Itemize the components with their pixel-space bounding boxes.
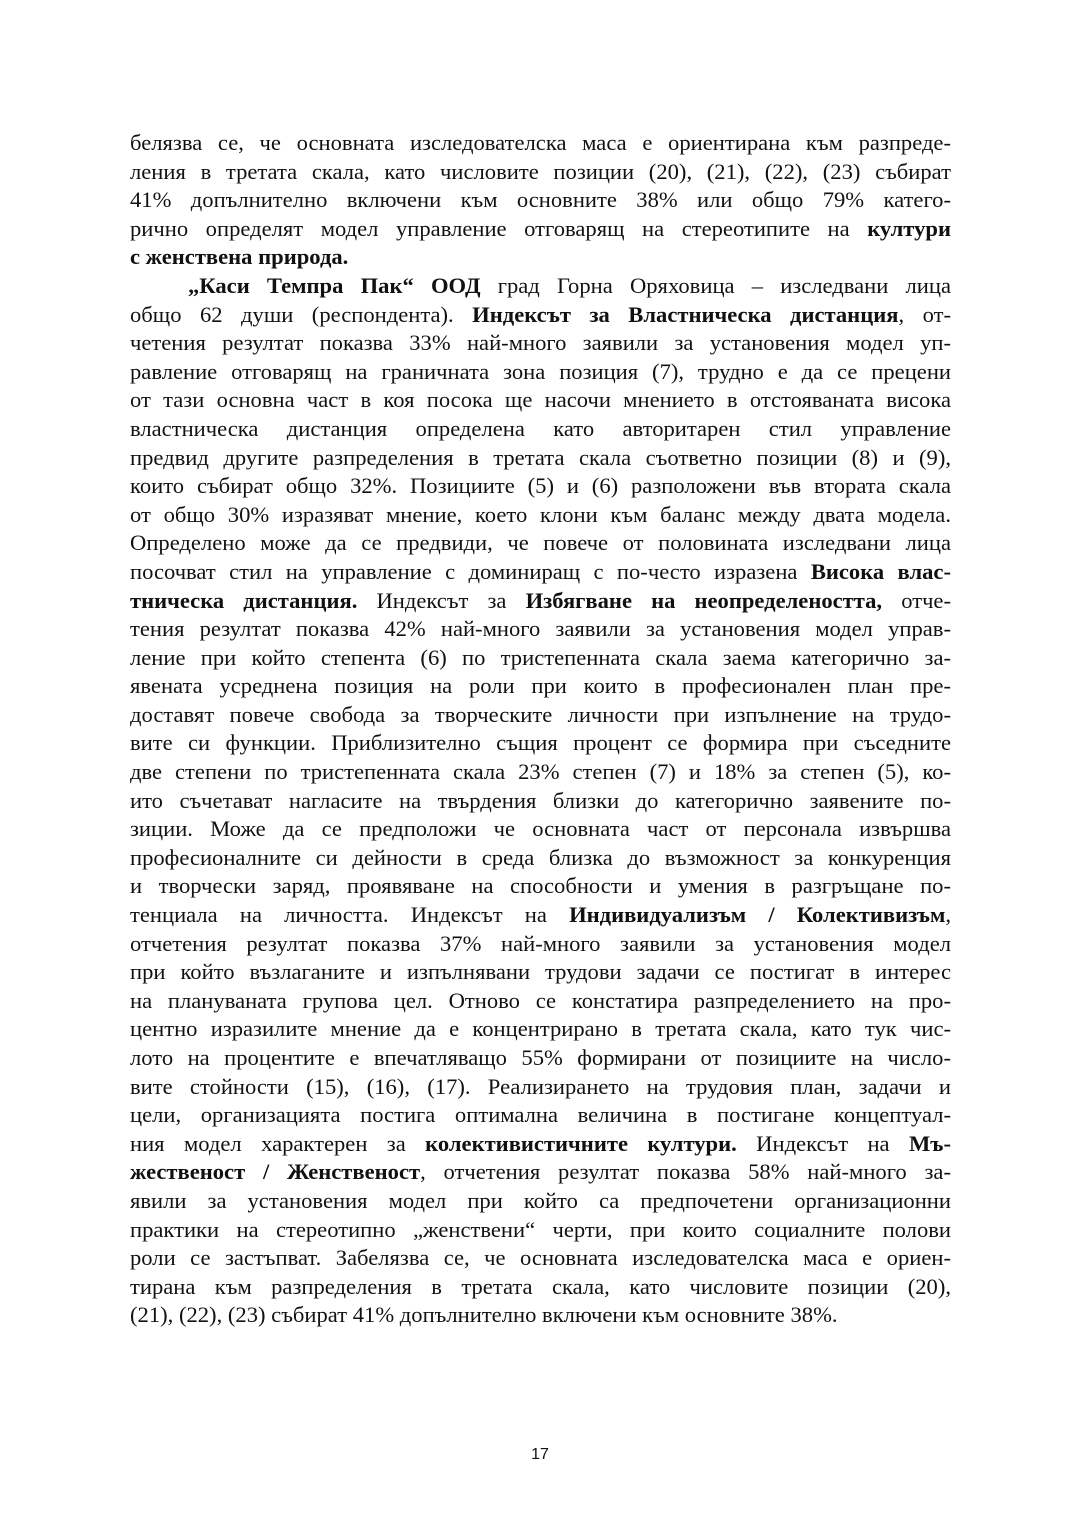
text-run: отчетения резултат показва 37% най-много заявили за установения модел bbox=[130, 930, 951, 956]
text-run: вите стойности (15), (16), (17). Реализирането на трудовия план, задачи и bbox=[130, 1073, 951, 1099]
text-run: тирана към разпределения в третата скала, като числовите позиции (20), bbox=[130, 1273, 951, 1299]
text-run: зиции. Може да се предположи че основната част от персонала извършва bbox=[130, 816, 951, 842]
bold-text-run: Висока влас- bbox=[810, 558, 951, 584]
text-run: (21), (22), (23) събират 41% допълнително включени към основните 38%. bbox=[130, 1302, 838, 1328]
text-run: вите си функции. Приблизително същия процент се формира при съседните bbox=[130, 730, 951, 756]
text-run: , от- bbox=[898, 301, 951, 327]
text-line bbox=[130, 301, 951, 330]
text-line bbox=[130, 1158, 951, 1187]
text-run: град Горна Оряховица – изследвани лица bbox=[480, 272, 952, 298]
text-line bbox=[130, 1301, 951, 1330]
text-line bbox=[130, 1216, 951, 1245]
text-line bbox=[130, 987, 951, 1016]
text-line bbox=[130, 472, 951, 501]
bold-text-run: колективистичните култури. bbox=[425, 1130, 737, 1156]
text-run: лото на процентите е впечатляващо 55% формирани от позициите на число- bbox=[130, 1045, 951, 1070]
text-run: тенциала на личността. Индексът на bbox=[130, 902, 570, 928]
text-run: общо 62 души (респондента). bbox=[130, 301, 473, 327]
text-run: от общо 30% изразяват мнение, което клони към баланс между двата модела. bbox=[130, 501, 951, 527]
text-line bbox=[130, 1187, 951, 1216]
text-run: ито съчетават нагласите на твърдения близки до категорично заявените по- bbox=[130, 787, 951, 813]
text-line bbox=[130, 1273, 951, 1302]
text-run: , отчетения резултат показва 58% най-много за- bbox=[420, 1159, 951, 1185]
text-run: практики на стереотипно „женствени“ черти, при които социалните полови bbox=[130, 1216, 951, 1242]
text-line bbox=[130, 329, 951, 358]
text-line bbox=[130, 501, 951, 530]
text-line bbox=[130, 787, 951, 816]
text-run: цели, организацията постига оптимална величина в постигане концептуал- bbox=[130, 1102, 951, 1128]
text-run: Индексът на bbox=[736, 1130, 909, 1156]
bold-text-run: тническа дистанция. bbox=[130, 587, 358, 613]
text-line bbox=[130, 901, 951, 930]
text-line bbox=[130, 1044, 951, 1073]
text-line bbox=[130, 1244, 951, 1273]
body-text bbox=[130, 129, 951, 1330]
text-line bbox=[130, 415, 951, 444]
text-run: две степени по тристепенната скала 23% степен (7) и 18% за степен (5), ко- bbox=[130, 759, 951, 785]
text-run: , bbox=[945, 902, 952, 928]
text-line bbox=[130, 215, 951, 244]
text-line bbox=[130, 729, 951, 758]
text-line bbox=[130, 815, 951, 844]
bold-text-run: с женствена природа. bbox=[130, 244, 349, 270]
bold-text-run: Индивидуализъм / Колективизъм bbox=[569, 902, 946, 928]
text-line bbox=[130, 644, 951, 673]
text-run: белязва се, че основната изследователска маса е ориентирана към разпреде- bbox=[130, 130, 951, 155]
text-line bbox=[130, 186, 951, 215]
text-run: от тази основна част в коя посока ще насочи мнението в отстояваната висока bbox=[130, 387, 951, 413]
text-line bbox=[130, 558, 951, 587]
text-line bbox=[130, 701, 951, 730]
text-line bbox=[130, 529, 951, 558]
text-run: 41% допълнително включени към основните 38% или общо 79% катего- bbox=[130, 187, 951, 213]
text-run: Индексът за bbox=[357, 587, 526, 613]
bold-text-run: Мъ- bbox=[908, 1130, 951, 1156]
text-line bbox=[130, 1130, 951, 1159]
text-run: Определено може да се предвиди, че повече от половината изследвани лица bbox=[130, 530, 951, 556]
text-line bbox=[130, 1015, 951, 1044]
text-run: явили за установения модел при който са предпочетени организационни bbox=[130, 1187, 951, 1213]
text-run: посочват стил на управление с доминиращ с по-често изразена bbox=[130, 558, 811, 584]
text-run: и творчески заряд, проявяване на способности и умения в разгръщане по- bbox=[130, 873, 951, 899]
bold-text-run: „Каси Темпра Пак“ ООД bbox=[188, 272, 481, 298]
page-number: 17 bbox=[531, 1446, 549, 1463]
text-run: професионалните си дейности в среда близка до възможност за конкуренция bbox=[130, 844, 951, 870]
text-run: ления в третата скала, като числовите позиции (20), (21), (22), (23) събират bbox=[130, 158, 951, 184]
text-line bbox=[130, 587, 951, 616]
text-line bbox=[130, 958, 951, 987]
bold-text-run: култури bbox=[867, 215, 951, 241]
text-run: на плануваната групова цел. Отново се констатира разпределението на про- bbox=[130, 987, 951, 1013]
text-run: четения резултат показва 33% най-много заявили за установения модел уп- bbox=[130, 330, 951, 356]
text-run: рично определят модел управление отговарящ на стереотипите на bbox=[130, 215, 868, 241]
text-line bbox=[130, 386, 951, 415]
text-run: властническа дистанция определена като авторитарен стил управление bbox=[130, 415, 951, 441]
text-run: роли се застъпват. Забелязва се, че основната изследователска маса е ориен- bbox=[130, 1245, 951, 1271]
text-line bbox=[130, 615, 951, 644]
text-run: предвид другите разпределения в третата скала съответно позиции (8) и (9), bbox=[130, 444, 951, 470]
text-line bbox=[130, 243, 951, 272]
text-line bbox=[130, 358, 951, 387]
text-line bbox=[130, 272, 951, 301]
bold-text-run: Индексът за Властническа дистанция bbox=[472, 301, 899, 327]
text-line bbox=[130, 758, 951, 787]
text-run: отче- bbox=[882, 587, 951, 613]
text-line bbox=[130, 930, 951, 959]
text-line bbox=[130, 444, 951, 473]
text-line bbox=[130, 672, 951, 701]
text-line bbox=[130, 129, 951, 158]
text-run: центно изразилите мнение да е концентрирано в третата скала, като тук чис- bbox=[130, 1016, 951, 1042]
text-run: ление при който степента (6) по тристепенната скала заема категорично за- bbox=[130, 644, 951, 670]
text-run: равление отговарящ на граничната зона позиция (7), трудно е да се прецени bbox=[130, 358, 951, 384]
text-line bbox=[130, 158, 951, 187]
text-run: доставят повече свобода за творческите личности при изпълнение на трудо- bbox=[130, 701, 951, 727]
text-line bbox=[130, 1101, 951, 1130]
text-run: които събират общо 32%. Позициите (5) и (6) разположени във втората скала bbox=[130, 473, 951, 499]
text-run: явената усреднена позиция на роли при които в професионален план пре- bbox=[130, 673, 951, 699]
bold-text-run: жественост / Женственост bbox=[130, 1159, 421, 1185]
text-run: ния модел характерен за bbox=[130, 1130, 426, 1156]
text-run: при който възлаганите и изпълнявани трудови задачи се постигат в интерес bbox=[130, 959, 951, 985]
bold-text-run: Избягване на неопределеността, bbox=[525, 587, 883, 613]
text-run: тения резултат показва 42% най-много заявили за установения модел управ- bbox=[130, 616, 951, 642]
text-line bbox=[130, 1073, 951, 1102]
text-line bbox=[130, 872, 951, 901]
text-line bbox=[130, 844, 951, 873]
